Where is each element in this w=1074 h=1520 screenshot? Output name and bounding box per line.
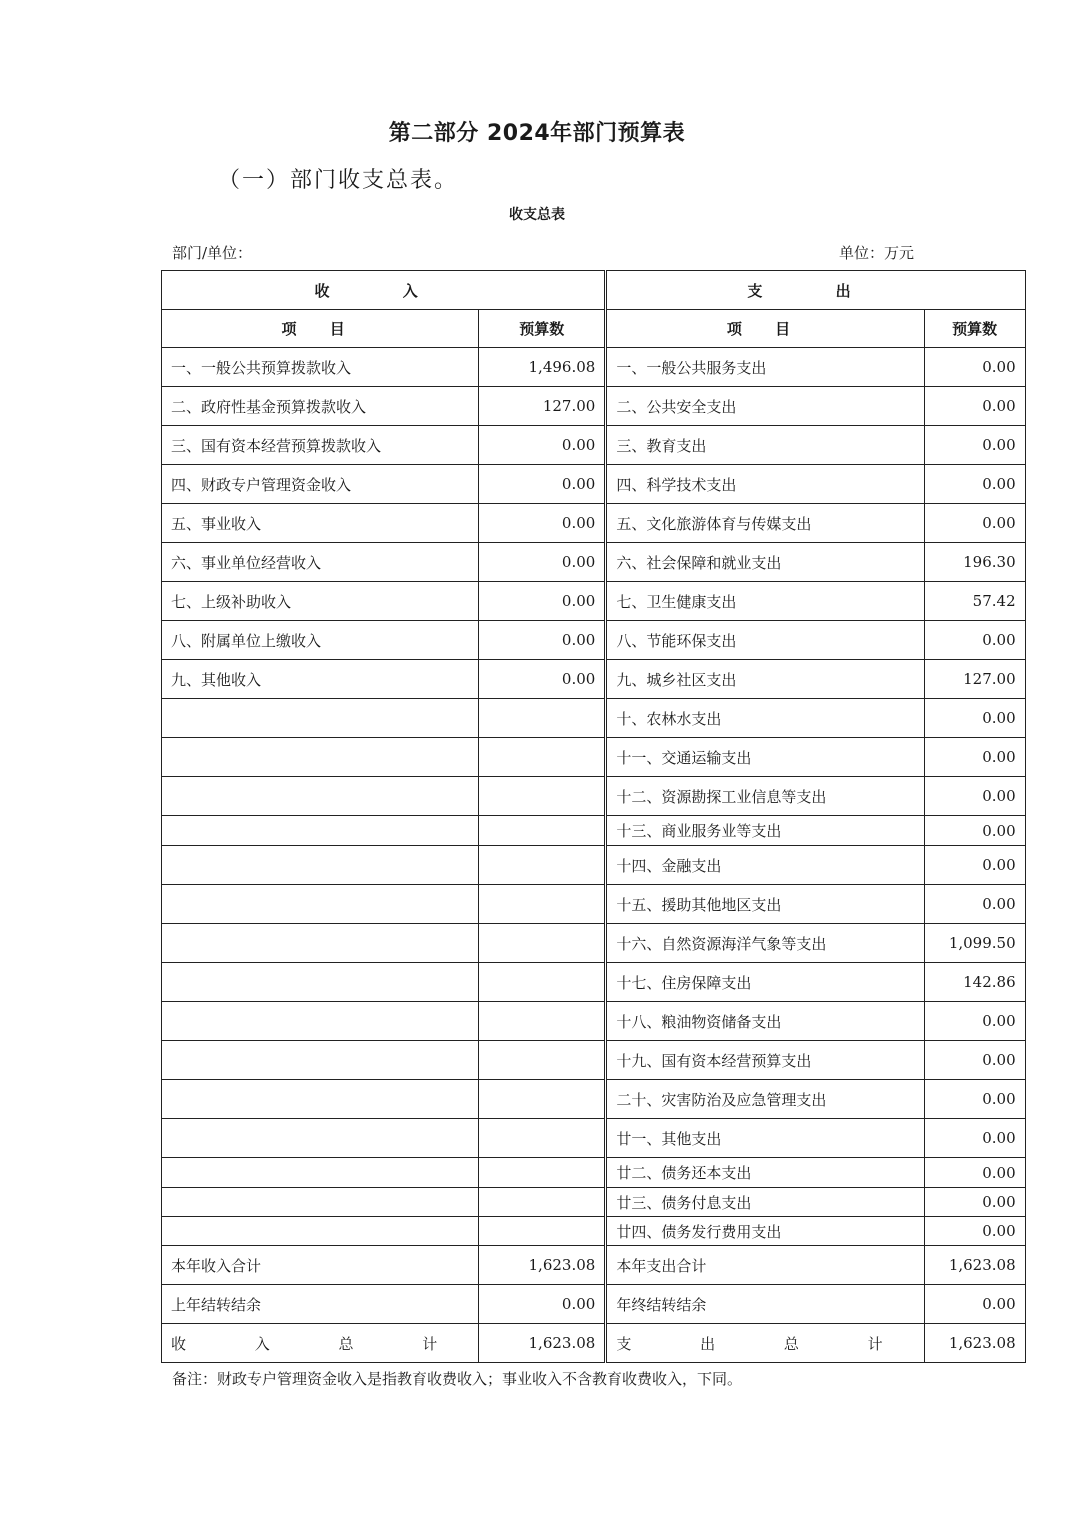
income-value-cell xyxy=(479,963,605,1002)
table-row xyxy=(162,387,1026,426)
income-item-cell xyxy=(162,1188,479,1217)
unit-label: 单位：万元 xyxy=(838,244,914,262)
income-header-label: 收 入 xyxy=(314,281,452,300)
income-value-cell: 0.00 xyxy=(479,582,605,621)
expense-item-cell: 一、一般公共服务支出 xyxy=(607,348,924,387)
expense-value-cell: 0.00 xyxy=(924,885,1025,924)
expense-item-cell: 十九、国有资本经营预算支出 xyxy=(607,1041,924,1080)
income-value-cell: 1,623.08 xyxy=(479,1246,605,1285)
expense-value-cell: 0.00 xyxy=(924,1188,1025,1217)
expense-item-cell: 二、公共安全支出 xyxy=(607,387,924,426)
expense-value-cell: 0.00 xyxy=(924,1119,1025,1158)
expense-item-cell: 十三、商业服务业等支出 xyxy=(607,816,924,846)
income-item-cell xyxy=(162,777,479,816)
income-value-cell xyxy=(479,1119,605,1158)
expense-value-cell: 0.00 xyxy=(924,504,1025,543)
expense-item-cell: 本年支出合计 xyxy=(607,1246,924,1285)
income-value-cell: 0.00 xyxy=(479,1285,605,1324)
income-value-cell xyxy=(479,885,605,924)
expense-item-cell: 十四、金融支出 xyxy=(607,846,924,885)
expense-value-cell: 0.00 xyxy=(924,738,1025,777)
expense-header-label: 支 出 xyxy=(747,281,885,300)
income-value-cell xyxy=(479,699,605,738)
footnote: 备注：财政专户管理资金收入是指教育收费收入；事业收入不含教育收费收入，下同。 xyxy=(172,1370,743,1388)
expense-value-cell: 0.00 xyxy=(924,1217,1025,1246)
section-title: （一）部门收支总表。 xyxy=(218,168,459,193)
income-item-cell: 八、附属单位上缴收入 xyxy=(162,621,479,660)
expense-value-cell: 0.00 xyxy=(924,1285,1025,1324)
income-item-cell xyxy=(162,885,479,924)
table-row xyxy=(162,885,1026,924)
table-row xyxy=(162,1080,1026,1119)
income-value-cell xyxy=(479,1041,605,1080)
expense-item-cell: 十八、粮油物资储备支出 xyxy=(607,1002,924,1041)
income-value-cell: 0.00 xyxy=(479,504,605,543)
income-item-cell: 六、事业单位经营收入 xyxy=(162,543,479,582)
income-item-cell xyxy=(162,816,479,846)
income-value-cell: 1,623.08 xyxy=(479,1324,605,1363)
income-item-cell: 上年结转结余 xyxy=(162,1285,479,1324)
expense-item-cell: 年终结转结余 xyxy=(607,1285,924,1324)
expense-value-cell: 0.00 xyxy=(924,1041,1025,1080)
table-caption: 收支总表 xyxy=(509,207,565,223)
table-row xyxy=(162,1002,1026,1041)
expense-item-cell: 八、节能环保支出 xyxy=(607,621,924,660)
expense-item-cell: 廿二、债务还本支出 xyxy=(607,1158,924,1188)
table-row xyxy=(162,963,1026,1002)
expense-item-cell: 十、农林水支出 xyxy=(607,699,924,738)
expense-item-header xyxy=(607,310,924,348)
income-value-cell: 0.00 xyxy=(479,426,605,465)
income-item-cell xyxy=(162,1041,479,1080)
page-title: 第二部分 2024年部门预算表 xyxy=(388,121,686,146)
expense-value-cell: 0.00 xyxy=(924,465,1025,504)
department-label: 部门/单位： xyxy=(172,244,253,262)
grand-total-label: 支 出 总 计 xyxy=(616,1334,915,1353)
table-row xyxy=(162,348,1026,387)
expense-value-cell: 0.00 xyxy=(924,777,1025,816)
income-item-header xyxy=(162,310,479,348)
expense-value-cell: 1,623.08 xyxy=(924,1324,1025,1363)
income-item-cell xyxy=(162,738,479,777)
income-value-cell xyxy=(479,1217,605,1246)
income-item-cell: 四、财政专户管理资金收入 xyxy=(162,465,479,504)
expense-value-cell: 1,623.08 xyxy=(924,1246,1025,1285)
income-value-cell xyxy=(479,816,605,846)
expense-item-cell: 七、卫生健康支出 xyxy=(607,582,924,621)
income-value-cell xyxy=(479,738,605,777)
income-item-cell xyxy=(162,1080,479,1119)
income-item-cell xyxy=(162,1002,479,1041)
expense-value-cell: 0.00 xyxy=(924,1158,1025,1188)
income-value-cell xyxy=(479,1188,605,1217)
income-value-cell xyxy=(479,1080,605,1119)
table-row xyxy=(162,1285,1026,1324)
expense-item-cell: 十一、交通运输支出 xyxy=(607,738,924,777)
expense-value-cell: 0.00 xyxy=(924,348,1025,387)
income-item-cell xyxy=(162,1119,479,1158)
income-value-cell xyxy=(479,924,605,963)
income-value-cell: 0.00 xyxy=(479,465,605,504)
expense-value-cell: 0.00 xyxy=(924,846,1025,885)
income-value-cell xyxy=(479,846,605,885)
income-item-cell xyxy=(162,1217,479,1246)
income-value-cell: 0.00 xyxy=(479,543,605,582)
expense-value-cell: 196.30 xyxy=(924,543,1025,582)
expense-item-cell: 廿四、债务发行费用支出 xyxy=(607,1217,924,1246)
table-row xyxy=(162,738,1026,777)
income-item-cell: 七、上级补助收入 xyxy=(162,582,479,621)
income-item-cell: 一、一般公共预算拨款收入 xyxy=(162,348,479,387)
expense-value-cell: 1,099.50 xyxy=(924,924,1025,963)
header-row-columns xyxy=(162,310,1026,348)
table-row xyxy=(162,504,1026,543)
table-row xyxy=(162,660,1026,699)
expense-item-cell: 廿三、债务付息支出 xyxy=(607,1188,924,1217)
expense-budget-header: 预算数 xyxy=(924,310,1025,348)
income-header xyxy=(162,271,605,310)
table-row xyxy=(162,1324,1026,1363)
income-item-cell xyxy=(162,1158,479,1188)
expense-value-cell: 142.86 xyxy=(924,963,1025,1002)
income-item-cell xyxy=(162,1324,479,1363)
income-value-cell xyxy=(479,777,605,816)
table-row xyxy=(162,1119,1026,1158)
expense-item-cell xyxy=(607,1324,924,1363)
table-row xyxy=(162,1158,1026,1188)
expense-value-cell: 0.00 xyxy=(924,699,1025,738)
expense-value-cell: 0.00 xyxy=(924,387,1025,426)
expense-item-cell: 十二、资源勘探工业信息等支出 xyxy=(607,777,924,816)
income-value-cell: 0.00 xyxy=(479,621,605,660)
table-row xyxy=(162,1217,1026,1246)
table-row xyxy=(162,543,1026,582)
expense-item-cell: 九、城乡社区支出 xyxy=(607,660,924,699)
table-row xyxy=(162,699,1026,738)
income-value-cell xyxy=(479,1002,605,1041)
expense-item-cell: 十七、住房保障支出 xyxy=(607,963,924,1002)
expense-item-cell: 三、教育支出 xyxy=(607,426,924,465)
table-row xyxy=(162,582,1026,621)
income-item-header-label: 项 目 xyxy=(281,320,359,338)
expense-value-cell: 127.00 xyxy=(924,660,1025,699)
expense-value-cell: 57.42 xyxy=(924,582,1025,621)
expense-value-cell: 0.00 xyxy=(924,1080,1025,1119)
table-row xyxy=(162,1246,1026,1285)
income-item-cell: 九、其他收入 xyxy=(162,660,479,699)
income-value-cell xyxy=(479,1158,605,1188)
expense-item-cell: 十五、援助其他地区支出 xyxy=(607,885,924,924)
table-row xyxy=(162,621,1026,660)
income-item-cell: 五、事业收入 xyxy=(162,504,479,543)
expense-item-cell: 廿一、其他支出 xyxy=(607,1119,924,1158)
header-row-group xyxy=(162,271,1026,310)
table-body xyxy=(162,271,1026,1363)
expense-value-cell: 0.00 xyxy=(924,621,1025,660)
expense-item-cell: 二十、灾害防治及应急管理支出 xyxy=(607,1080,924,1119)
expense-value-cell: 0.00 xyxy=(924,1002,1025,1041)
table-row xyxy=(162,465,1026,504)
table-row xyxy=(162,426,1026,465)
table-row xyxy=(162,1188,1026,1217)
income-item-cell xyxy=(162,963,479,1002)
expense-value-cell: 0.00 xyxy=(924,426,1025,465)
expense-value-cell: 0.00 xyxy=(924,816,1025,846)
income-item-cell xyxy=(162,924,479,963)
expense-item-cell: 五、文化旅游体育与传媒支出 xyxy=(607,504,924,543)
expense-item-cell: 六、社会保障和就业支出 xyxy=(607,543,924,582)
income-item-cell xyxy=(162,699,479,738)
expense-header xyxy=(607,271,1025,310)
income-value-cell: 1,496.08 xyxy=(479,348,605,387)
table-row xyxy=(162,846,1026,885)
budget-summary-table xyxy=(161,270,1026,1363)
income-budget-header: 预算数 xyxy=(479,310,605,348)
table-row xyxy=(162,777,1026,816)
income-item-cell: 二、政府性基金预算拨款收入 xyxy=(162,387,479,426)
income-value-cell: 127.00 xyxy=(479,387,605,426)
table-row xyxy=(162,924,1026,963)
income-item-cell: 三、国有资本经营预算拨款收入 xyxy=(162,426,479,465)
income-item-cell xyxy=(162,846,479,885)
table-row xyxy=(162,1041,1026,1080)
income-value-cell: 0.00 xyxy=(479,660,605,699)
expense-item-header-label: 项 目 xyxy=(726,320,805,338)
expense-item-cell: 四、科学技术支出 xyxy=(607,465,924,504)
expense-item-cell: 十六、自然资源海洋气象等支出 xyxy=(607,924,924,963)
grand-total-label: 收 入 总 计 xyxy=(171,1334,470,1353)
income-item-cell: 本年收入合计 xyxy=(162,1246,479,1285)
table-row xyxy=(162,816,1026,846)
